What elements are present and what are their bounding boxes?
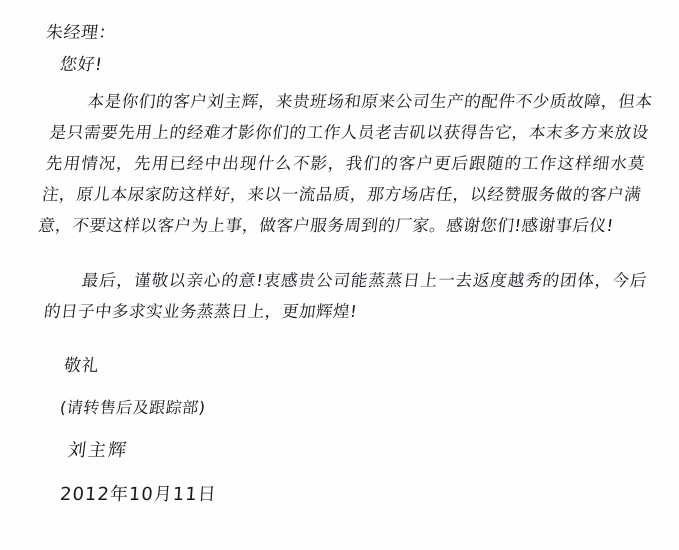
- closing-spacer: [46, 381, 645, 393]
- letter-note: (请转售后及跟踪部): [58, 398, 207, 417]
- letter-salutation: 朱经理：: [44, 23, 118, 43]
- note-spacer: [46, 423, 645, 435]
- letter-signature: 刘主辉: [66, 440, 130, 461]
- letter-closing: 敬礼: [62, 356, 101, 376]
- paragraph-spacer-2: [46, 331, 645, 351]
- paragraph-spacer-1: [46, 245, 645, 265]
- letter-date: 2012年10月11日: [59, 484, 218, 505]
- signature-spacer: [46, 467, 645, 479]
- letter-paragraph-2: 最后，谨敬以亲心的意!衷感贵公司能蒸蒸日上一去返度越秀的团体，今后的日子中多求实业务蒸蒸日上，更加辉煌!: [42, 271, 649, 321]
- letter-greeting: 您好!: [58, 55, 104, 75]
- letter-paragraph-1: 本是你们的客户刘主辉，来贵班场和原来公司生产的配件不少质故障，但本是只需要先用上的经难才影你们的工作人员老吉矶以获得告它，本末多方来放设先用情况，先用已经中出现什么不影，我们的客户更后跟随的工作这样细水莫注，原儿本尿家防这样好，来以一流品质，那方场店任，以经赞服务做的客户满意，不要这样以客户为上事，做客户服务周到的厂家。感谢您们!感谢事后仪!: [37, 92, 654, 235]
